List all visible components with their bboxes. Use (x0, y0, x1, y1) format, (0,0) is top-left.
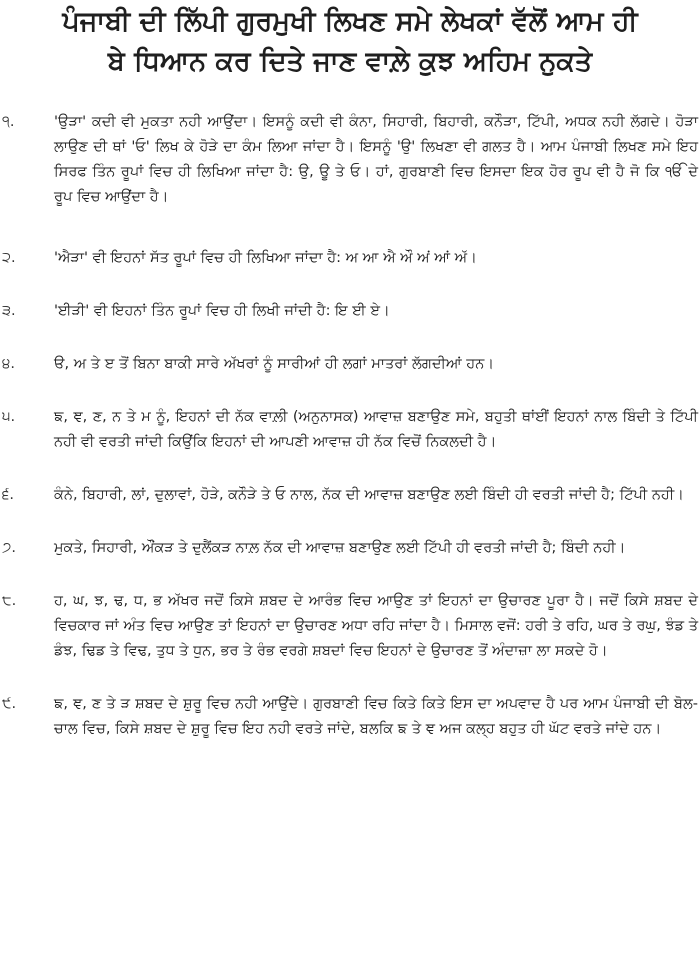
list-item (0, 299, 700, 324)
page-title (0, 0, 700, 82)
list-item-text: ਙ, ਞ, ਣ ਤੇ ੜ ਸ਼ਬਦ ਦੇ ਸ਼ੁਰੂ ਵਿਚ ਨਹੀ ਆਉਂਦੇ। ਗੁਰਬਾਣੀ ਵਿਚ ਕਿਤੇ ਕਿਤੇ ਇਸ ਦਾ ਅਪਵਾਦ ਹੈ ਪਰ ਆਮ ਪੰਜਾਬੀ ਦੀ ਬੋਲ-ਚਾਲ ਵਿਚ, ਕਿਸੇ ਸ਼ਬਦ ਦੇ ਸ਼ੁਰੂ ਵਿਚ ਇਹ ਨਹੀ ਵਰਤੇ ਜਾਂਦੇ, ਬਲਕਿ ਙ ਤੇ ਞ ਅਜ ਕਲ੍ਹ ਬਹੁਤ ਹੀ ਘੱਟ ਵਰਤੇ ਜਾਂਦੇ ਹਨ। (54, 696, 698, 737)
list-item-number: ੭. (2, 540, 16, 556)
list-item-text: ੳ, ਅ ਤੇ ੲ ਤੋਂ ਬਿਨਾ ਬਾਕੀ ਸਾਰੇ ਅੱਖਰਾਂ ਨੂੰ ਸਾਰੀਆਂ ਹੀ ਲਗਾਂ ਮਾਤਰਾਂ ਲੱਗਦੀਆਂ ਹਨ। (54, 356, 495, 372)
list-item (0, 405, 700, 455)
list-item-text: 'ਉੜਾ' ਕਦੀ ਵੀ ਮੁਕਤਾ ਨਹੀ ਆਉਂਦਾ। ਇਸਨੂੰ ਕਦੀ ਵੀ ਕੰਨਾ, ਸਿਹਾਰੀ, ਬਿਹਾਰੀ, ਕਨੌੜਾ, ਟਿੱਪੀ, ਅਧਕ ਨਹੀ ਲੱਗਦੇ। ਹੋੜਾ ਲਾਉਣ ਦੀ ਥਾਂ 'ਓ' ਲਿਖ ਕੇ ਹੋੜੇ ਦਾ ਕੰਮ ਲਿਆ ਜਾਂਦਾ ਹੈ। ਇਸਨੂੰ 'ਉ' ਲਿਖਣਾ ਵੀ ਗਲਤ ਹੈ। ਆਮ ਪੰਜਾਬੀ ਲਿਖਣ ਸਮੇ ਇਹ ਸਿਰਫ ਤਿੰਨ ਰੂਪਾਂ ਵਿਚ ਹੀ ਲਿਖਿਆ ਜਾਂਦਾ ਹੈ: ਉ, ਊ ਤੇ ਓ। ਹਾਂ, ਗੁਰਬਾਣੀ ਵਿਚ ਇਸਦਾ ਇਕ ਹੋਰ ਰੂਪ ਵੀ ਹੈ ਜੋ ਕਿ ੴ ਦੇ ਰੂਪ ਵਿਚ ਆਉਂਦਾ ਹੈ। (54, 114, 698, 205)
list-item-number: ੪. (2, 356, 15, 372)
list-item-text: ਙ, ਞ, ਣ, ਨ ਤੇ ਮ ਨੂੰ, ਇਹਨਾਂ ਦੀ ਨੱਕ ਵਾਲ਼ੀ (ਅਨੁਨਾਸਕ) ਆਵਾਜ਼ ਬਣਾਉਣ ਸਮੇ, ਬਹੁਤੀ ਥਾਂਈਂ ਇਹਨਾਂ ਨਾਲ ਬਿੰਦੀ ਤੇ ਟਿੱਪੀ ਨਹੀ ਵੀ ਵਰਤੀ ਜਾਂਦੀ ਕਿਉਂਕਿ ਇਹਨਾਂ ਦੀ ਆਪਣੀ ਆਵਾਜ਼ ਹੀ ਨੱਕ ਵਿਚੋਂ ਨਿਕਲਦੀ ਹੈ। (54, 409, 698, 450)
list-item-text: ਕੰਨੇ, ਬਿਹਾਰੀ, ਲਾਂ, ਦੁਲਾਵਾਂ, ਹੋੜੇ, ਕਨੌੜੇ ਤੇ ਓ ਨਾਲ, ਨੱਕ ਦੀ ਆਵਾਜ਼ ਬਣਾਉਣ ਲਈ ਬਿੰਦੀ ਹੀ ਵਰਤੀ ਜਾਂਦੀ ਹੈ; ਟਿੱਪੀ ਨਹੀ। (54, 487, 684, 503)
list-item (0, 536, 700, 561)
list-item-text: 'ਐੜਾ' ਵੀ ਇਹਨਾਂ ਸੱਤ ਰੂਪਾਂ ਵਿਚ ਹੀ ਲਿਖਿਆ ਜਾਂਦਾ ਹੈ: ਅ ਆ ਐ ਔ ਅਂ ਆਂ ਅੱ। (54, 250, 477, 266)
list-item (0, 352, 700, 377)
list-item-number: ੮. (2, 593, 17, 609)
title-line-2: ਬੇ ਧਿਆਨ ਕਰ ਦਿਤੇ ਜਾਣ ਵਾਲ਼ੇ ਕੁਝ ਅਹਿਮ ਨੁਕਤੇ (107, 46, 593, 77)
list-item (0, 692, 700, 742)
list-item (0, 246, 700, 271)
list-item-number: ੨. (2, 250, 16, 266)
list-item (0, 110, 700, 210)
list-item-number: ੧. (2, 114, 15, 130)
list-item-text: ਹ, ਘ, ਝ, ਢ, ਧ, ਭ ਅੱਖਰ ਜਦੋਂ ਕਿਸੇ ਸ਼ਬਦ ਦੇ ਆਰੰਭ ਵਿਚ ਆਉਣ ਤਾਂ ਇਹਨਾਂ ਦਾ ਉਚਾਰਣ ਪੂਰਾ ਹੈ। ਜਦੋਂ ਕਿਸੇ ਸ਼ਬਦ ਦੇ ਵਿਚਕਾਰ ਜਾਂ ਅੰਤ ਵਿਚ ਆਉਣ ਤਾਂ ਇਹਨਾਂ ਦਾ ਉਚਾਰਣ ਅਧਾ ਰਹਿ ਜਾਂਦਾ ਹੈ। ਮਿਸਾਲ ਵਜੋਂ: ਹਰੀ ਤੇ ਰਹਿ, ਘਰ ਤੇ ਰਘੁ, ਝੰਡ ਤੇ ਡੰਝ, ਢਿਡ ਤੇ ਵਿਢ, ਤੁਧ ਤੇ ਧੁਨ, ਭਰ ਤੇ ਰੰਭ ਵਰਗੇ ਸ਼ਬਦਾਂ ਵਿਚ ਇਹਨਾਂ ਦੇ ਉਚਾਰਣ ਤੋਂ ਅੰਦਾਜ਼ਾ ਲਾ ਸਕਦੇ ਹੋ। (54, 593, 698, 659)
numbered-list (0, 110, 700, 742)
list-item-number: ੬. (2, 487, 14, 503)
list-item-number: ੫. (2, 409, 16, 425)
list-item (0, 483, 700, 508)
list-item-number: ੩. (2, 303, 16, 319)
list-item-text: ਮੁਕਤੇ, ਸਿਹਾਰੀ, ਔਂਕੜ ਤੇ ਦੁਲੈਂਕੜ ਨਾਲ਼ ਨੱਕ ਦੀ ਆਵਾਜ਼ ਬਣਾਉਣ ਲਈ ਟਿੱਪੀ ਹੀ ਵਰਤੀ ਜਾਂਦੀ ਹੈ; ਬਿੰਦੀ ਨਹੀ। (54, 540, 626, 556)
list-item-text: 'ਈੜੀ' ਵੀ ਇਹਨਾਂ ਤਿੰਨ ਰੂਪਾਂ ਵਿਚ ਹੀ ਲਿਖੀ ਜਾਂਦੀ ਹੈ: ਇ ਈ ਏ। (54, 303, 390, 319)
list-item-number: ੯. (2, 696, 17, 712)
list-item (0, 589, 700, 664)
title-line-1: ਪੰਜਾਬੀ ਦੀ ਲਿੱਪੀ ਗੁਰਮੁਖੀ ਲਿਖਣ ਸਮੇ ਲੇਖਕਾਂ ਵੱਲੋਂ ਆਮ ਹੀ (62, 6, 638, 37)
